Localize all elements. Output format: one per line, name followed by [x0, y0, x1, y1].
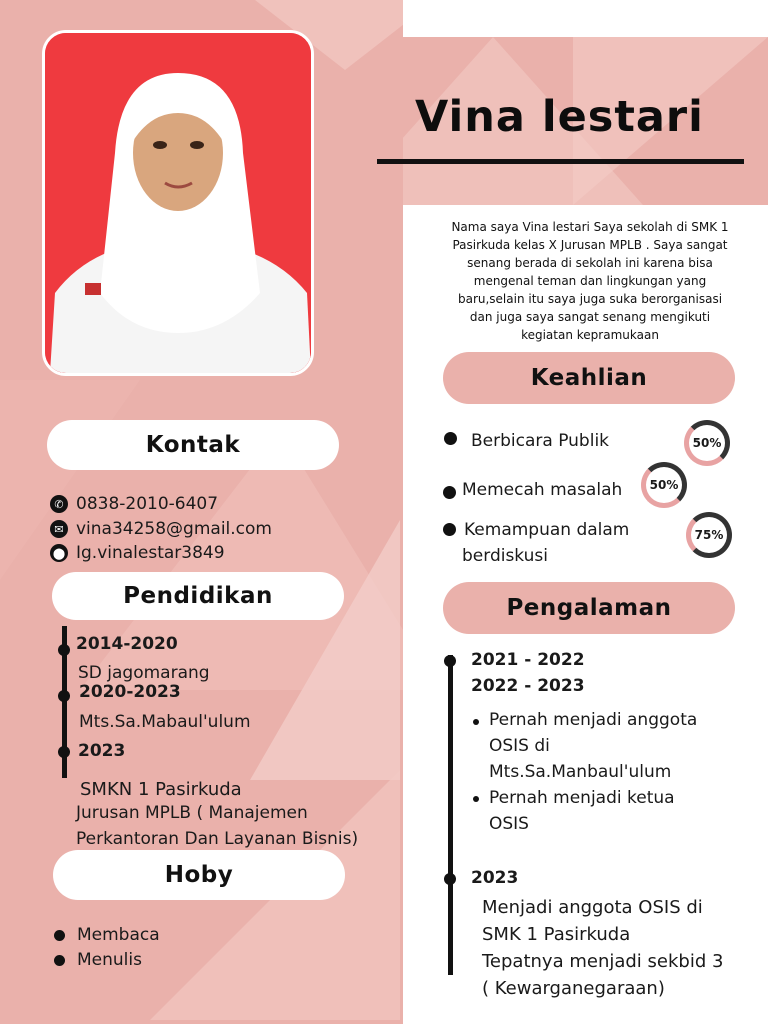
- education-year: 2023: [78, 741, 126, 761]
- hobby-bullet: [54, 930, 65, 941]
- mail-icon: ✉: [50, 520, 68, 538]
- experience-year: 2022 - 2023: [471, 676, 585, 696]
- skill-level-badge: 50%: [641, 462, 687, 508]
- timeline-dot: [58, 644, 70, 656]
- education-year: 2014-2020: [76, 634, 178, 654]
- experience-description: Menjadi anggota OSIS di SMK 1 Pasirkuda Tepatnya menjadi sekbid 3 ( Kewarganegaraan): [482, 897, 724, 999]
- instagram-handle: Ig.vinalestar3849: [76, 543, 225, 563]
- education-school: Mts.Sa.Mabaul'ulum: [79, 712, 251, 732]
- skill-level-badge: 50%: [684, 420, 730, 466]
- kontak-heading: Kontak: [47, 420, 339, 470]
- email-address: vina34258@gmail.com: [76, 519, 272, 539]
- hobby-item: Membaca: [77, 925, 160, 945]
- location-pin-icon: ⬤: [50, 544, 68, 562]
- experience-bullet: [473, 719, 479, 725]
- experience-year: 2023: [471, 868, 519, 888]
- skill-label: Berbicara Publik: [471, 431, 610, 451]
- instagram-row: [50, 543, 225, 563]
- skill-label: Memecah masalah: [462, 480, 623, 500]
- pengalaman-heading: Pengalaman: [443, 582, 735, 634]
- timeline-dot: [444, 655, 456, 667]
- skill-bullet: [443, 523, 456, 536]
- experience-year: 2021 - 2022: [471, 650, 585, 670]
- education-school: SD jagomarang: [78, 663, 210, 683]
- timeline-dot: [58, 746, 70, 758]
- pendidikan-heading: Pendidikan: [52, 572, 344, 620]
- timeline-dot: [444, 873, 456, 885]
- phone-row: [50, 494, 218, 514]
- experience-item: Pernah menjadi ketua OSIS: [489, 788, 675, 834]
- experience-timeline: [448, 655, 453, 975]
- education-school: SMKN 1 Pasirkuda: [80, 779, 242, 800]
- phone-icon: ✆: [50, 495, 68, 513]
- skill-level-badge: 75%: [686, 512, 732, 558]
- skill-bullet: [444, 432, 457, 445]
- skill-bullet: [443, 486, 456, 499]
- education-year: 2020-2023: [79, 682, 181, 702]
- skill-label: berdiskusi: [462, 546, 548, 566]
- full-name: Vina lestari: [415, 92, 704, 142]
- phone-number: 0838-2010-6407: [76, 494, 219, 514]
- keahlian-heading: Keahlian: [443, 352, 735, 404]
- experience-item: Pernah menjadi anggota OSIS di Mts.Sa.Manbaul'ulum: [489, 710, 698, 782]
- about-text: Nama saya Vina lestari Saya sekolah di SMK 1 Pasirkuda kelas X Jurusan MPLB . Saya sangat senang berada di sekolah ini karena bisa mengenal teman dan lingkungan yang baru,selain itu saya juga suka berorganisasi dan juga saya sangat senang mengikuti kegiatan kepramukaan: [451, 220, 729, 342]
- hobby-bullet: [54, 955, 65, 966]
- hoby-heading: Hoby: [53, 850, 345, 900]
- hobby-item: Menulis: [77, 950, 142, 970]
- name-divider: [377, 159, 744, 164]
- timeline-dot: [58, 690, 70, 702]
- experience-bullet: [473, 796, 479, 802]
- profile-photo: [42, 30, 314, 376]
- education-detail: Jurusan MPLB ( Manajemen: [76, 803, 308, 823]
- education-detail: Perkantoran Dan Layanan Bisnis): [76, 829, 359, 849]
- skill-label: Kemampuan dalam: [464, 520, 630, 540]
- email-row: [50, 519, 272, 539]
